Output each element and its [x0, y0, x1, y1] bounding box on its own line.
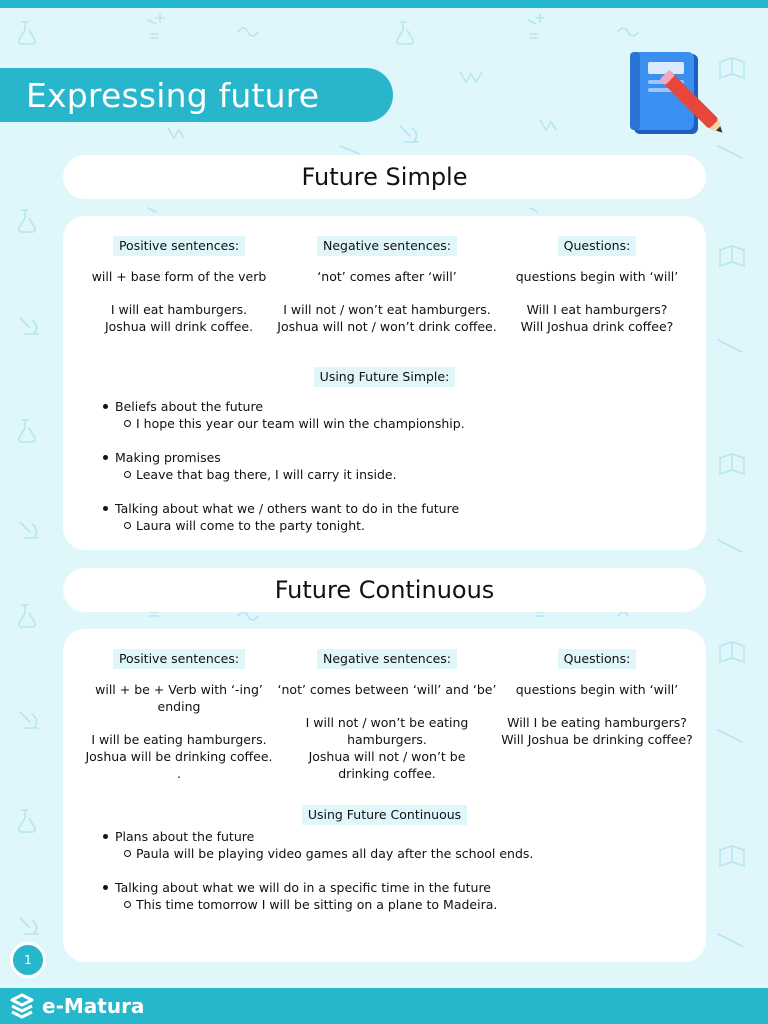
page-number-badge — [10, 942, 46, 978]
column-label: Questions: — [558, 649, 637, 669]
usage-example: This time tomorrow I will be sitting on a plane to Madeira. — [101, 896, 533, 913]
book-doodle-icon — [720, 58, 744, 866]
questions-column — [503, 236, 691, 335]
section-heading-text: Future Continuous — [274, 576, 495, 604]
usage-point: Making promises — [101, 449, 465, 466]
top-accent-strip — [0, 0, 768, 8]
rule-line: will + base form of the verb — [91, 269, 267, 284]
example-line: Joshua will not / won’t drink coffee. — [277, 319, 497, 334]
usage-point: Talking about what we will do in a specific time in the future — [101, 879, 533, 896]
example-line: Will I be eating hamburgers? — [507, 715, 687, 730]
brand-logo — [8, 990, 144, 1022]
page-number: 1 — [24, 953, 32, 967]
example-line: I will not / won’t eat hamburgers. — [283, 302, 491, 317]
example-line: I will not / won’t be eating — [305, 715, 469, 730]
rule-line: will + be + Verb with ‘-ing’ — [95, 682, 263, 697]
example-line: Joshua will not / won’t be — [308, 749, 466, 764]
example-line: I will eat hamburgers. — [110, 302, 248, 317]
negative-column — [271, 649, 503, 782]
page-title-banner — [0, 68, 393, 122]
example-line: Joshua will drink coffee. — [104, 319, 254, 334]
negative-column — [271, 236, 503, 335]
example-line: Will Joshua drink coffee? — [520, 319, 674, 334]
usage-label-wrap — [63, 804, 706, 825]
section-heading-text: Future Simple — [301, 163, 468, 191]
rule-line: ‘not’ comes between ‘will’ and ‘be’ — [277, 682, 497, 697]
rule-line: questions begin with ‘will’ — [515, 682, 679, 697]
rule-line: ‘not’ comes after ‘will’ — [317, 269, 457, 284]
book-pencil-icon — [626, 48, 726, 140]
usage-point: Plans about the future — [101, 828, 533, 845]
example-line: . — [177, 766, 181, 781]
example-line: Will I eat hamburgers? — [526, 302, 668, 317]
brand-name: e-Matura — [42, 994, 145, 1018]
future-simple-card — [63, 216, 706, 550]
example-line: hamburgers. — [347, 732, 427, 747]
e-matura-logo-icon — [8, 992, 36, 1020]
rule-line: ending — [157, 699, 201, 714]
example-line: Will Joshua be drinking coffee? — [501, 732, 693, 747]
future-continuous-card — [63, 629, 706, 962]
example-line: Joshua will be drinking coffee. — [85, 749, 273, 764]
usage-example: I hope this year our team will win the championship. — [101, 415, 465, 432]
column-label: Positive sentences: — [113, 236, 245, 256]
column-label: Positive sentences: — [113, 649, 245, 669]
usage-label-wrap — [63, 366, 706, 387]
usage-example: Laura will come to the party tonight. — [101, 517, 465, 534]
usage-point: Talking about what we / others want to do in the future — [101, 500, 465, 517]
column-label: Negative sentences: — [317, 649, 457, 669]
column-label: Questions: — [558, 236, 637, 256]
usage-point: Beliefs about the future — [101, 398, 465, 415]
section-heading-future-simple — [63, 155, 706, 199]
usage-label: Using Future Simple: — [314, 367, 456, 387]
usage-list — [101, 398, 465, 534]
section-heading-future-continuous — [63, 568, 706, 612]
column-label: Negative sentences: — [317, 236, 457, 256]
positive-column — [77, 649, 281, 782]
example-line: I will be eating hamburgers. — [91, 732, 267, 747]
example-line: drinking coffee. — [338, 766, 436, 781]
usage-example: Paula will be playing video games all day after the school ends. — [101, 845, 533, 862]
page-title: Expressing future — [26, 75, 320, 115]
usage-list — [101, 828, 533, 913]
positive-column — [77, 236, 281, 335]
rule-line: questions begin with ‘will’ — [515, 269, 679, 284]
usage-example: Leave that bag there, I will carry it inside. — [101, 466, 465, 483]
questions-column — [495, 649, 699, 748]
usage-label: Using Future Continuous — [302, 805, 467, 825]
